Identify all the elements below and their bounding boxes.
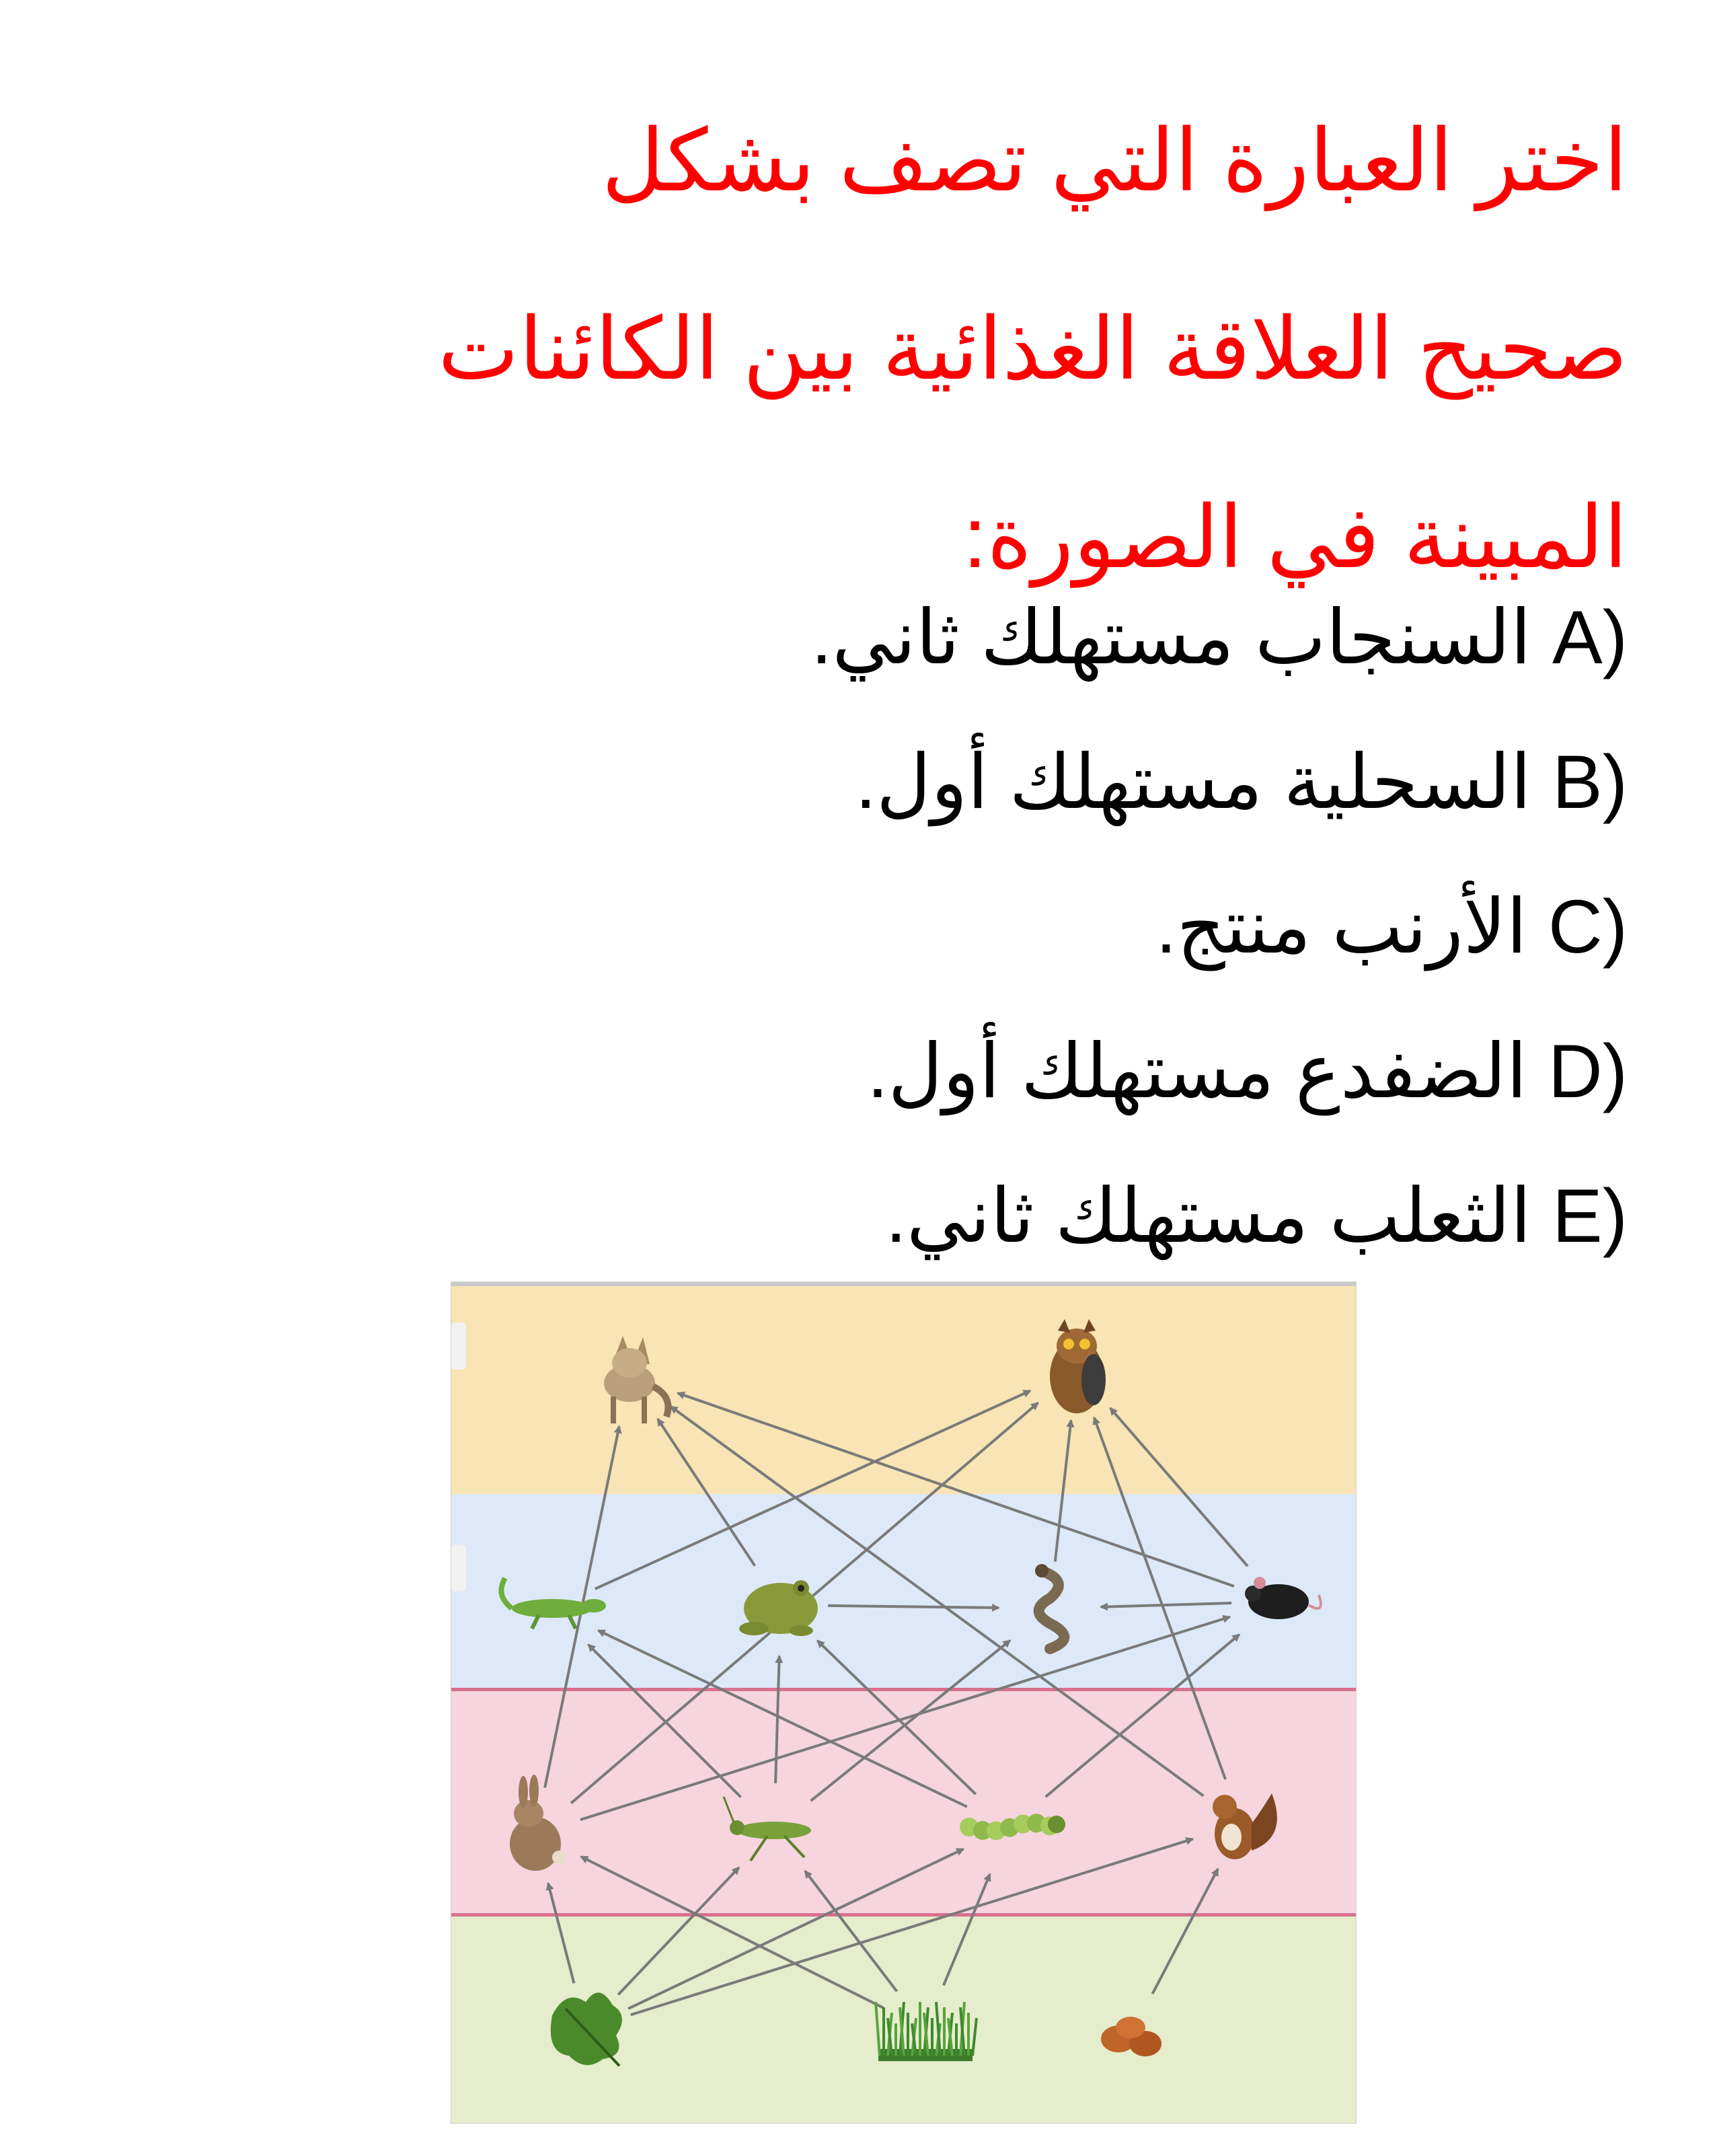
option-letter: E) (1552, 1174, 1628, 1258)
food-web-diagram (451, 1282, 1356, 2123)
option-letter: B) (1552, 740, 1628, 824)
option-letter: D) (1548, 1029, 1628, 1113)
question-line-3: المبينة في الصورة: (962, 490, 1628, 586)
side-tab (451, 1545, 466, 1592)
option-b[interactable] (215, 710, 1628, 854)
question-line-1: اختر العبارة التي تصف بشكل (601, 113, 1628, 209)
option-text: الضفدع مستهلك أول. (867, 1029, 1527, 1113)
side-tab (451, 1323, 466, 1370)
option-a[interactable] (215, 565, 1628, 710)
option-text: الثعلب مستهلك ثاني. (885, 1174, 1531, 1258)
food-web-image (451, 1281, 1357, 2124)
divider-line (451, 1688, 1356, 1691)
question-line-2: صحيح العلاقة الغذائية بين الكائنات (438, 301, 1628, 398)
option-letter: C) (1548, 885, 1628, 969)
question-text (81, 67, 1628, 632)
option-text: السحلية مستهلك أول. (855, 740, 1531, 824)
option-d[interactable] (215, 999, 1628, 1144)
top-edge (451, 1282, 1356, 1286)
option-c[interactable] (215, 854, 1628, 999)
option-text: السنجاب مستهلك ثاني. (811, 595, 1531, 679)
band-tertiary (451, 1282, 1356, 1494)
band-secondary (451, 1494, 1356, 1689)
option-letter: A) (1552, 595, 1628, 679)
option-e[interactable] (215, 1144, 1628, 1288)
option-text: الأرنب منتج. (1155, 885, 1527, 969)
answer-options (215, 565, 1628, 1288)
divider-line (451, 1913, 1356, 1917)
